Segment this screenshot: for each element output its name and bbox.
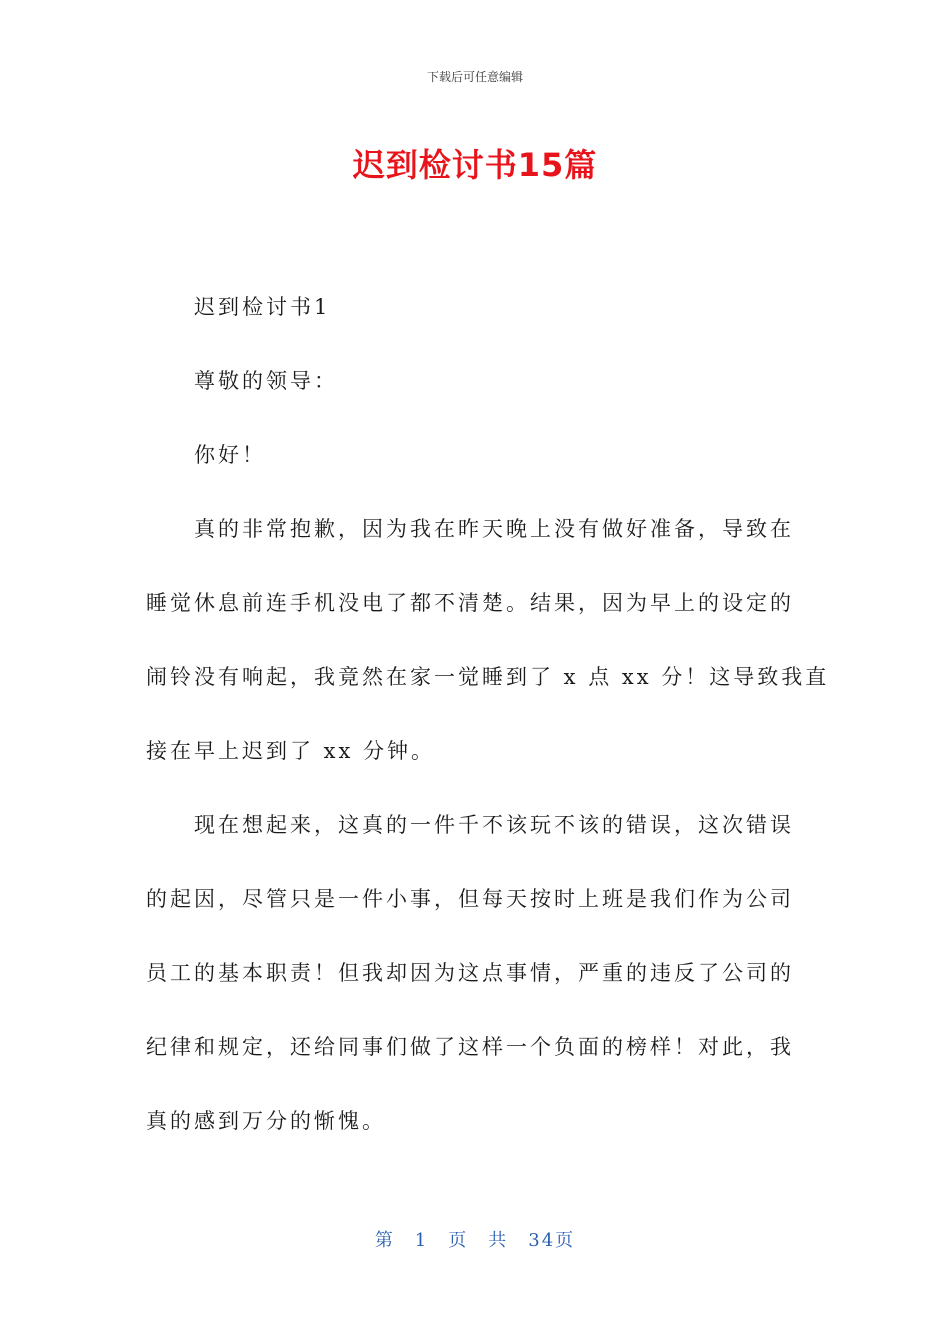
document-title: 迟到检讨书15篇 bbox=[352, 146, 598, 184]
section-heading: 迟到检讨书1 bbox=[194, 295, 331, 319]
paragraph-line: 的起因，尽管只是一件小事，但每天按时上班是我们作为公司 bbox=[146, 887, 794, 911]
paragraph-line: 现在想起来，这真的一件千不该玩不该的错误，这次错误 bbox=[194, 813, 794, 837]
paragraph-line: 睡觉休息前连手机没电了都不清楚。结果，因为早上的设定的 bbox=[146, 591, 794, 615]
paragraph-line: 纪律和规定，还给同事们做了这样一个负面的榜样！对此，我 bbox=[146, 1035, 794, 1059]
salutation: 尊敬的领导： bbox=[194, 369, 338, 393]
page-footer: 第 1 页 共 34页 bbox=[374, 1230, 576, 1251]
paragraph-1 bbox=[146, 492, 830, 788]
header-note: 下载后可任意编辑 bbox=[426, 70, 523, 84]
paragraph-line: 员工的基本职责！但我却因为这点事情，严重的违反了公司的 bbox=[146, 961, 794, 985]
document-body bbox=[146, 270, 830, 1158]
paragraph-line: 真的感到万分的惭愧。 bbox=[146, 1109, 386, 1133]
paragraph-2 bbox=[146, 788, 800, 1158]
paragraph-line: 接在早上迟到了 xx 分钟。 bbox=[146, 739, 436, 763]
paragraph-line: 闹铃没有响起，我竟然在家一觉睡到了 x 点 xx 分！这导致我直 bbox=[146, 665, 830, 689]
paragraph-line: 真的非常抱歉，因为我在昨天晚上没有做好准备，导致在 bbox=[194, 517, 794, 541]
greeting: 你好！ bbox=[194, 443, 266, 467]
